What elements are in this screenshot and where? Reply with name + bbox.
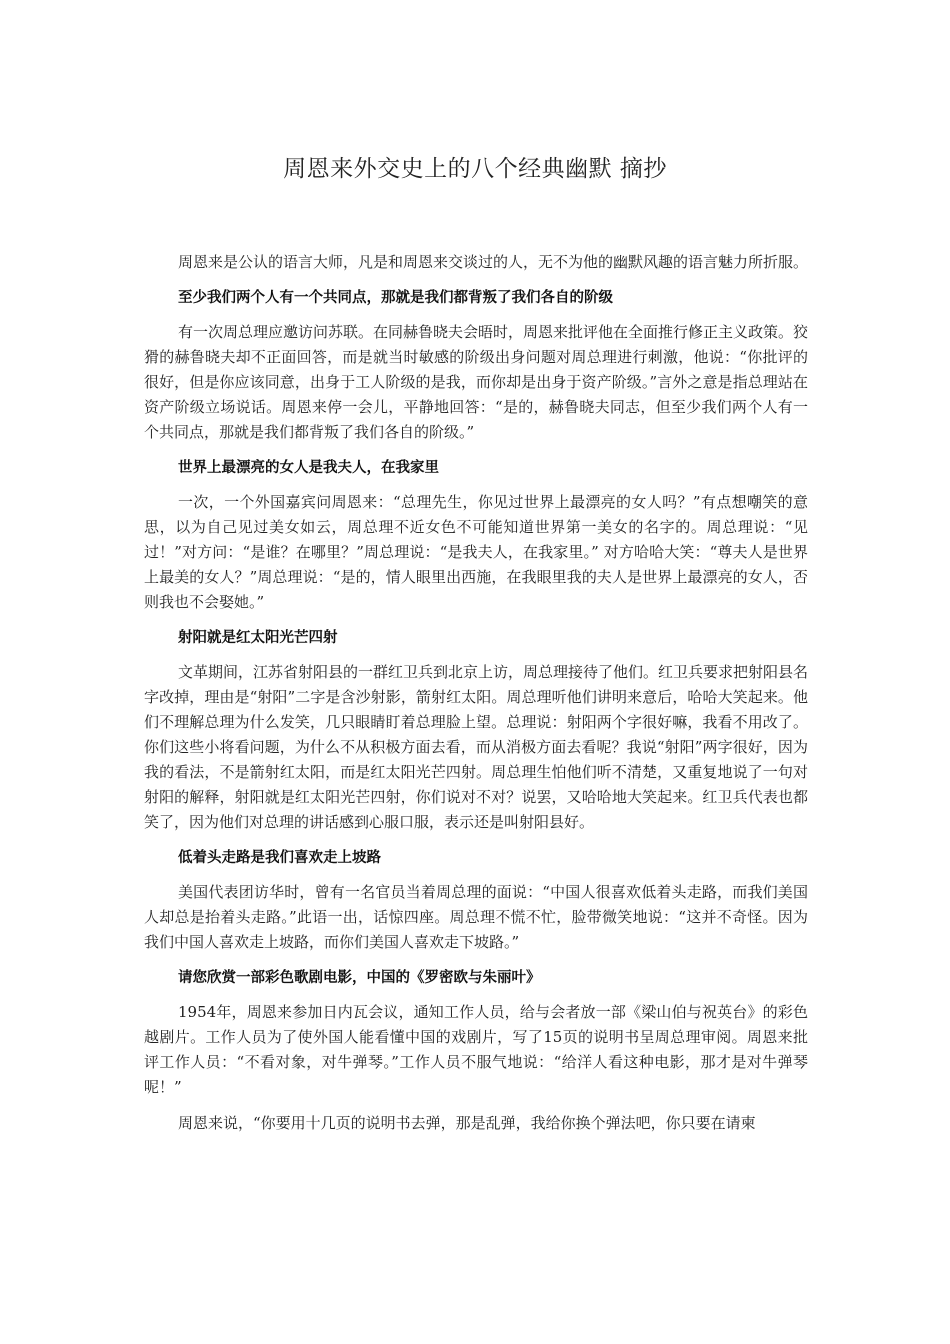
section-paragraph: 1954年，周恩来参加日内瓦会议，通知工作人员，给与会者放一部《梁山伯与祝英台》的彩色越剧片。工作人员为了使外国人能看懂中国的戏剧片，写了15页的说明书呈周总理审阅。周恩来批评工作人员：“不看对象，对牛弹琴。”工作人员不服气地说：“给洋人看这种电影，那才是对牛弹琴呢！”	[144, 1003, 808, 1096]
section-paragraph: 有一次周总理应邀访问苏联。在同赫鲁晓夫会晤时，周恩来批评他在全面推行修正主义政策。狡猾的赫鲁晓夫却不正面回答，而是就当时敏感的阶级出身问题对周总理进行刺激，他说：“你批评的很好，但是你应该同意，出身于工人阶级的是我，而你却是出身于资产阶级。”言外之意是指总理站在资产阶级立场说话。周恩来停一会儿，平静地回答：“是的，赫鲁晓夫同志，但至少我们两个人有一个共同点，那就是我们都背叛了我们各自的阶级。”	[144, 323, 809, 441]
document-title: 周恩来外交史上的八个经典幽默 摘抄	[283, 156, 667, 182]
intro-paragraph: 周恩来是公认的语言大师，凡是和周恩来交谈过的人，无不为他的幽默风趣的语言魅力所折服。	[178, 253, 809, 271]
section-paragraph: 周恩来说，“你要用十几页的说明书去弹，那是乱弹，我给你换个弹法吧，你只要在请柬	[178, 1114, 756, 1132]
document-body	[144, 250, 808, 1147]
section-heading: 请您欣赏一部彩色歌剧电影，中国的《罗密欧与朱丽叶》	[178, 970, 541, 986]
section-heading: 至少我们两个人有一个共同点，那就是我们都背叛了我们各自的阶级	[178, 290, 613, 306]
section-paragraph: 文革期间，江苏省射阳县的一群红卫兵到北京上访，周总理接待了他们。红卫兵要求把射阳县名字改掉，理由是“射阳”二字是含沙射影，箭射红太阳。周总理听他们讲明来意后，哈哈大笑起来。他们不理解总理为什么发笑，几只眼睛盯着总理脸上望。总理说：射阳两个字很好嘛，我看不用改了。你们这些小将看问题，为什么不从积极方面去看，而从消极方面去看呢？我说“射阳”两字很好，因为我的看法，不是箭射红太阳，而是红太阳光芒四射。周总理生怕他们听不清楚，又重复地说了一句对射阳的解释，射阳就是红太阳光芒四射，你们说对不对？说罢，又哈哈地大笑起来。红卫兵代表也都笑了，因为他们对总理的讲话感到心服口服，表示还是叫射阳县好。	[144, 663, 809, 831]
section-heading: 世界上最漂亮的女人是我夫人，在我家里	[178, 460, 439, 476]
section-paragraph: 美国代表团访华时，曾有一名官员当着周总理的面说：“中国人很喜欢低着头走路，而我们美国人却总是抬着头走路。”此语一出，话惊四座。周总理不慌不忙，脸带微笑地说：“这并不奇怪。因为我们中国人喜欢走上坡路，而你们美国人喜欢走下坡路。”	[144, 883, 808, 951]
section-heading: 射阳就是红太阳光芒四射	[178, 630, 338, 646]
section-heading: 低着头走路是我们喜欢走上坡路	[178, 850, 381, 866]
section-paragraph: 一次，一个外国嘉宾问周恩来：“总理先生，你见过世界上最漂亮的女人吗？”有点想嘲笑的意思，以为自己见过美女如云，周总理不近女色不可能知道世界第一美女的名字的。周总理说：“见过！”对方问：“是谁？在哪里？”周总理说：“是我夫人，在我家里。” 对方哈哈大笑：“尊夫人是世界上最美的女人？”周总理说：“是的，情人眼里出西施，在我眼里我的夫人是世界上最漂亮的女人，否则我也不会娶她。”	[144, 493, 808, 611]
